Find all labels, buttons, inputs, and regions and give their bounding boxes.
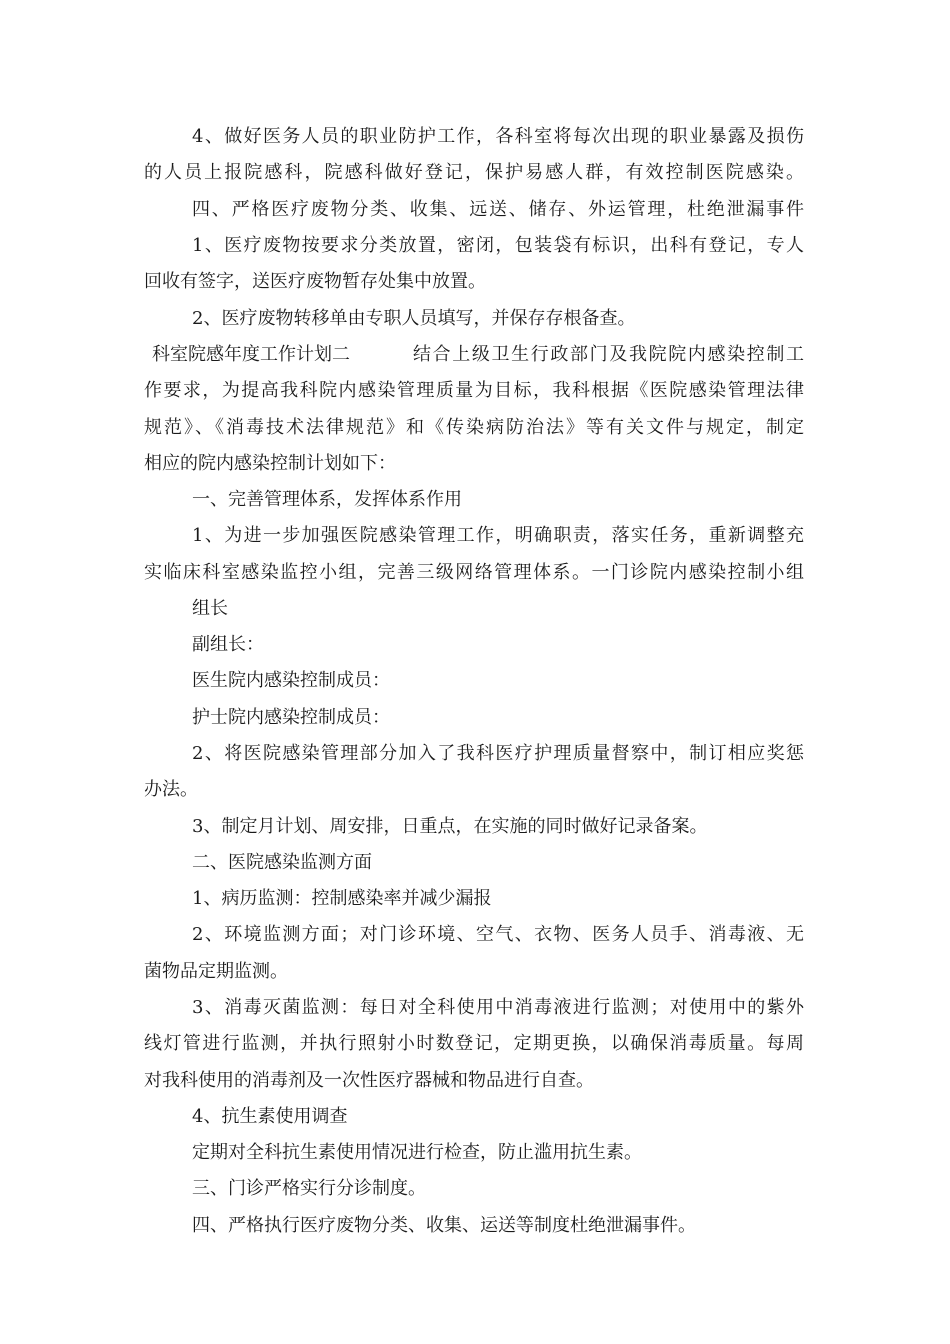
paragraph-line: 3、消毒灭菌监测：每日对全科使用中消毒液进行监测；对使用中的紫外 xyxy=(192,997,804,1018)
list-item: 医生院内感染控制成员： xyxy=(192,670,390,691)
paragraph-line: 回收有签字，送医疗废物暂存处集中放置。 xyxy=(144,271,486,292)
paragraph-line: 线灯管进行监测，并执行照射小时数登记，定期更换，以确保消毒质量。每周 xyxy=(144,1033,804,1054)
list-item: 副组长： xyxy=(192,634,264,655)
paragraph-line: 规范》、《消毒技术法律规范》和《传染病防治法》等有关文件与规定，制定 xyxy=(144,417,804,438)
paragraph-line: 3、制定月计划、周安排，日重点，在实施的同时做好记录备案。 xyxy=(192,816,708,837)
paragraph-line: 2、将医院感染管理部分加入了我科医疗护理质量督察中，制订相应奖惩 xyxy=(192,743,804,764)
paragraph-line: 2、医疗废物转移单由专职人员填写，并保存存根备查。 xyxy=(192,308,636,329)
paragraph-line: 4、做好医务人员的职业防护工作，各科室将每次出现的职业暴露及损伤 xyxy=(192,126,804,147)
paragraph-line: 对我科使用的消毒剂及一次性医疗器械和物品进行自查。 xyxy=(144,1070,594,1091)
section-heading: 四、严格医疗废物分类、收集、远送、储存、外运管理，杜绝泄漏事件 xyxy=(192,199,804,220)
paragraph-line: 的人员上报院感科，院感科做好登记，保护易感人群，有效控制医院感染。 xyxy=(144,162,804,183)
paragraph-line: 结合上级卫生行政部门及我院院内感染控制工 xyxy=(413,344,804,365)
paragraph-line: 相应的院内感染控制计划如下： xyxy=(144,453,396,474)
section-heading: 一、完善管理体系，发挥体系作用 xyxy=(192,489,462,510)
paragraph-line: 作要求，为提高我科院内感染管理质量为目标，我科根据《医院感染管理法律 xyxy=(144,380,804,401)
paragraph-line: 实临床科室感染监控小组，完善三级网络管理体系。一门诊院内感染控制小组 xyxy=(144,562,804,583)
section-heading: 四、严格执行医疗废物分类、收集、运送等制度杜绝泄漏事件。 xyxy=(192,1215,696,1236)
section-heading: 二、医院感染监测方面 xyxy=(192,852,372,873)
paragraph-line: 1、病历监测：控制感染率并减少漏报 xyxy=(192,888,492,909)
paragraph-line: 定期对全科抗生素使用情况进行检查，防止滥用抗生素。 xyxy=(192,1142,642,1163)
document-title: 科室院感年度工作计划二 xyxy=(152,344,350,365)
list-item: 护士院内感染控制成员： xyxy=(192,707,390,728)
paragraph-line: 1、为进一步加强医院感染管理工作，明确职责，落实任务，重新调整充 xyxy=(192,525,804,546)
section-heading: 三、门诊严格实行分诊制度。 xyxy=(192,1178,426,1199)
list-item: 组长 xyxy=(192,598,228,619)
paragraph-line: 4、抗生素使用调查 xyxy=(192,1106,348,1127)
paragraph-line: 2、环境监测方面；对门诊环境、空气、衣物、医务人员手、消毒液、无 xyxy=(192,924,804,945)
paragraph-line: 菌物品定期监测。 xyxy=(144,961,288,982)
paragraph-line: 1、医疗废物按要求分类放置，密闭，包装袋有标识，出科有登记，专人 xyxy=(192,235,804,256)
paragraph-line: 办法。 xyxy=(144,779,198,800)
